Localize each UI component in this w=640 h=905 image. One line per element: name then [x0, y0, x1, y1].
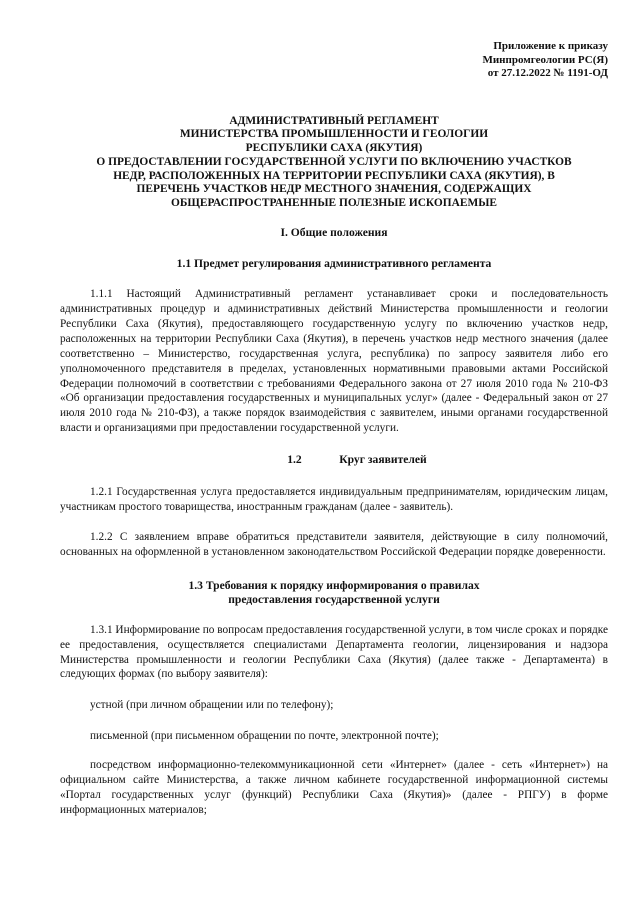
- title-line-4: О ПРЕДОСТАВЛЕНИИ ГОСУДАРСТВЕННОЙ УСЛУГИ ПО ВКЛЮЧЕНИЮ УЧАСТКОВ: [96, 155, 572, 168]
- section-1-3-heading-line-1: 1.3 Требования к порядку информирования о правилах: [188, 578, 480, 592]
- section-1-2-heading: [60, 453, 608, 467]
- section-1-2-title: Круг заявителей: [339, 453, 427, 467]
- title-line-3: РЕСПУБЛИКИ САХА (ЯКУТИЯ): [245, 142, 423, 155]
- title-line-1: АДМИНИСТРАТИВНЫЙ РЕГЛАМЕНТ: [229, 114, 439, 127]
- order-annex-block: [60, 40, 608, 81]
- paragraph-1-2-2: 1.2.2 С заявлением вправе обратиться представители заявителя, действующие в силу полномочий, основанных на оформленной в установленном законодательством Российской Федерации порядке доверенности.: [60, 530, 608, 558]
- paragraph-1-3-1: 1.3.1 Информирование по вопросам предоставления государственной услуги, в том числе сроках и порядке ее предоставления, осуществляется специалистами Департамента геологии, лицензирования и надзора Министерства промышленности и геологии Республики Саха (Якутия) (далее также - Департамента) в следующих формах (по выбору заявителя):: [60, 623, 608, 681]
- paragraph-1-1-1: 1.1.1 Настоящий Административный регламент устанавливает сроки и последовательность административных процедур и административных действий Министерства промышленности и геологии Республики Саха (Якутия), предоставляющего государственную услугу по включению участков недр, расположенных на территории Республики Саха (Якутия), в перечень участков недр местного значения (далее соответственно – Министерство, государственная услуга, республика) по запросу заявителя либо его уполномоченного представителя в пределах, установленных нормативными правовыми актами Российской Федерации полномочий в соответствии с требованиями Федерального закона от 27 июля 2010 года № 210-ФЗ «Об организации предоставления государственных и муниципальных услуг» (далее - Федеральный закон от 27 июля 2010 года № 210-ФЗ), а также порядок взаимодействия с заявителем, иными органами государственной власти и организациями при предоставлении государственной услуги.: [60, 288, 608, 435]
- section-1-1-heading: 1.1 Предмет регулирования административного регламента: [176, 257, 492, 271]
- paragraph-written-form: письменной (при письменном обращении по почте, электронной почте);: [90, 730, 439, 743]
- section-1-3-heading-line-2: предоставления государственной услуги: [228, 592, 440, 606]
- title-line-6: ПЕРЕЧЕНЬ УЧАСТКОВ НЕДР МЕСТНОГО ЗНАЧЕНИЯ, СОДЕРЖАЩИХ: [136, 183, 532, 196]
- paragraph-1-2-1: 1.2.1 Государственная услуга предоставляется индивидуальным предпринимателям, юридическим лицам, участникам простого товарищества, иностранным гражданам (далее - заявитель).: [60, 486, 608, 514]
- title-line-7: ОБЩЕРАСПРОСТРАНЕННЫЕ ПОЛЕЗНЫЕ ИСКОПАЕМЫЕ: [170, 197, 497, 210]
- paragraph-oral-form: устной (при личном обращении или по телефону);: [90, 699, 334, 712]
- paragraph-internet-form: посредством информационно-телекоммуникационной сети «Интернет» (далее - сеть «Интернет») на официальном сайте Министерства, а также личном кабинете государственной информационной системы «Портал государственных услуг (функций) Республики Саха (Якутия)» (далее - РПГУ) в форме информационных материалов;: [60, 759, 608, 816]
- annex-line-2: Минпромгеологии РС(Я): [482, 53, 608, 66]
- section-1-3-heading: [60, 579, 608, 607]
- section-1-2-number: 1.2: [287, 453, 302, 467]
- annex-line-1: Приложение к приказу: [493, 40, 608, 52]
- annex-line-3: от 27.12.2022 № 1191-ОД: [487, 67, 608, 79]
- document-page: [60, 40, 608, 818]
- document-title: [60, 115, 608, 212]
- section-1-heading: I. Общие положения: [280, 226, 388, 240]
- title-line-5: НЕДР, РАСПОЛОЖЕННЫХ НА ТЕРРИТОРИИ РЕСПУБЛИКИ САХА (ЯКУТИЯ), В: [113, 169, 555, 182]
- title-line-2: МИНИСТЕРСТВА ПРОМЫШЛЕННОСТИ И ГЕОЛОГИИ: [179, 128, 489, 141]
